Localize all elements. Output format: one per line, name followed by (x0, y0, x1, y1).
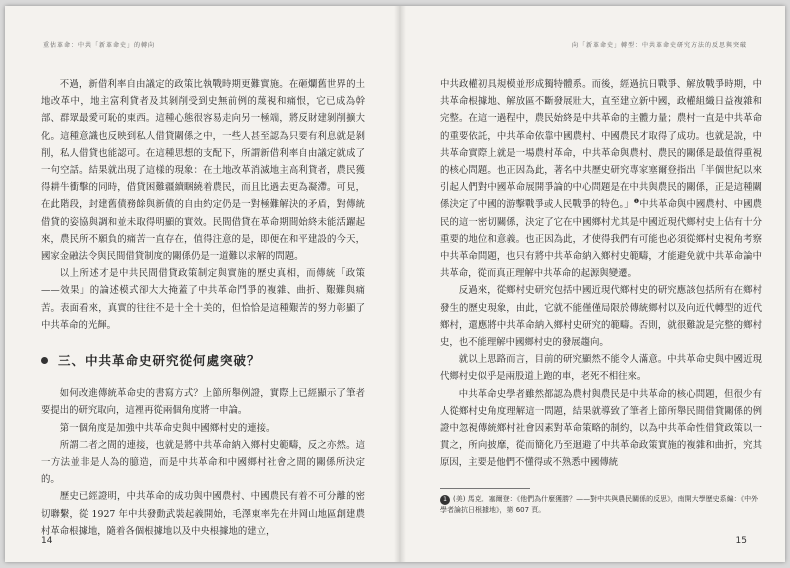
paragraph: 如何改進傳統革命史的書寫方式？上節所舉例證，實際上已經顯示了筆者要提出的研究取向，這裡再從兩個角度將一申論。 (41, 388, 365, 417)
paragraph-text: 中共革命與中國農村、中國農民的這一密切關係，決定了它在中國鄉村尤其是中國近現代鄉村史上佔有十分重要的地位和意義。也正因為此，才使得我們有可能也必須從鄉村史視角考察中共革命問題，也只有將中共革命納入鄉村史範疇，才能避免就中共革命論中共革命，從而真正理解中共革命的起源與變遷。 (440, 199, 762, 280)
paragraph: 不過，新借利率自由議定的政策比執戰時期更難實施。在砸爛舊世界的土地改革中，地主富利貸者及其剝削受到史無前例的蔑視和痛恨，它已成為幹部、群眾最愛可恥的東西。這種心態很容易走向另一極端，將反財建剝削擴大化。這種意識也反映到私人借貸關係之中，一些人甚至認為只要有利息就是剝削，私人借貸也能認可。在這種思想的支配下，所謂新借利率自由議定就成了一句空話。結果就出現了這樣的現象：在土地改革消滅地主高利貸者，農民獲得耕牛衝擊的同時，借貸困難疆續睏繞着農民，而且比過去更為凝滯。可見，在此階段，封建舊債務餘與新債的自由約定仍是一對極難解決的矛盾，對傳統借貸的姿協與調和並未取得明顯的實效。民間借貸在革命期間始終未能活躍起來，農民所不願負的痛苦一直存在，值得注意的是，即便在和平建設的今天，國家金融法令與民間借貸制度的關係仍是一道難以求解的問題。 (41, 79, 365, 263)
section-heading (41, 352, 365, 369)
paragraph: 中共革命史學者雖然都認為農村與農民是中共革命的核心問題，但很少有人從鄉村史角度理解這一問題，結果就導致了筆者上節所舉民間借貸關係的例證中忽視傳統鄉村社會因素對革命策略的制約，以為中共革命性借貸政策以一貫之，所向披靡，從而簡化乃至迴避了中共革命政策實施的複雜和曲折，究其原因，主要是他們不懂得或不熟悉中國傳統 (440, 388, 762, 469)
paragraph-text: 中共政權初具規模並形成獨特體系。而後，經過抗日戰爭、解放戰爭時期，中共革命根據地、解放區不斷發展壯大，直至建立新中國，政權組織日益複雜和完整。在這一過程中，農民始終是中共革命的主體力量；農村一直是中共革命的重要依託，中共革命依靠中國農村、中國農民才取得了成功。也就是說，中共革命實際上就是一場農村革命，中共革命與農村、農民的關係是最值得重視的核心問題。也正因為此，著名中共歷史研究專家塞爾登指出「半個世紀以來引起人們對中國革命展開爭論的中心問題是在中共與農民的關係，正是這種關係決定了中國的游擊戰爭或人民戰爭的特色。」 (440, 79, 762, 211)
left-page (5, 6, 395, 562)
footnote-divider (440, 488, 530, 489)
paragraph: 第一個角度是加強中共革命史與中國鄉村史的連接。 (59, 422, 276, 434)
right-page (400, 6, 785, 562)
paragraph (440, 76, 762, 282)
paragraph: 就以上思路而言，目前的研究顯然不能令人滿意。中共革命史與中國近現代鄉村史似乎是兩股道上跑的車，老死不相往來。 (440, 354, 762, 383)
footnote-number: 1 (440, 495, 450, 505)
paragraph: 所謂二者之間的連接，也就是將中共革命納入鄉村史範疇，反之亦然。這一方法並非是人為的臆造，而是中共革命和中國鄉村社會之間的關係所決定的。 (41, 439, 365, 486)
running-head-left: 重估革命：中共「新革命史」的轉向 (43, 42, 156, 49)
paragraph: 以上所述才是中共民間借貸政策制定與實施的歷史真相，而傳統「政策——效果」的論述模式卻大大掩蓋了中共革命鬥爭的複雜、曲折、艱難與痛苦。表面看來，真實的往往不是十全十美的，但恰恰是這種艱苦的努力彰顯了中共革命的光輝。 (41, 268, 365, 331)
right-page-body (440, 76, 762, 472)
footnote-reference[interactable]: ❶ (633, 198, 640, 206)
book-spread (5, 6, 785, 562)
paragraph: 歷史已經證明，中共革命的成功與中國農村、中國農民有着不可分離的密切聯繫，從 1927 年中共發動武裝起義開始，毛澤東率先在井岡山地區創建農村革命根據地，隨着各個根據地以及中央根據地的建立， (41, 491, 365, 537)
section-heading-text: 三、中共革命史研究從何處突破？ (58, 353, 261, 369)
running-head-right: 向「新革命史」轉型：中共革命史研究方法的反思與突破 (571, 42, 747, 49)
page-number-left: 14 (41, 536, 53, 546)
paragraph: 反過來，從鄉村史研究包括中國近現代鄉村史的研究應該包括所有在鄉村發生的歷史現象，由此，它就不能僅僅局限於傳統鄉村以及向近代轉型的近代鄉村，還應將中共革命納入鄉村史研究的範疇。否則，就很難說是完整的鄉村史，也不能理解中國鄉村史的發展趨向。 (440, 285, 762, 349)
page-number-right: 15 (735, 536, 747, 546)
footnote (440, 494, 762, 516)
bullet-dot-icon (41, 357, 48, 364)
footnote-text: (美) 馬克．塞爾登：《他們為什麼獲勝？——對中共與農民關係的反思》，南開大學歷史系編：《中外學者論抗日根據地》，第 607 頁。 (440, 495, 759, 514)
left-page-body (41, 76, 365, 540)
